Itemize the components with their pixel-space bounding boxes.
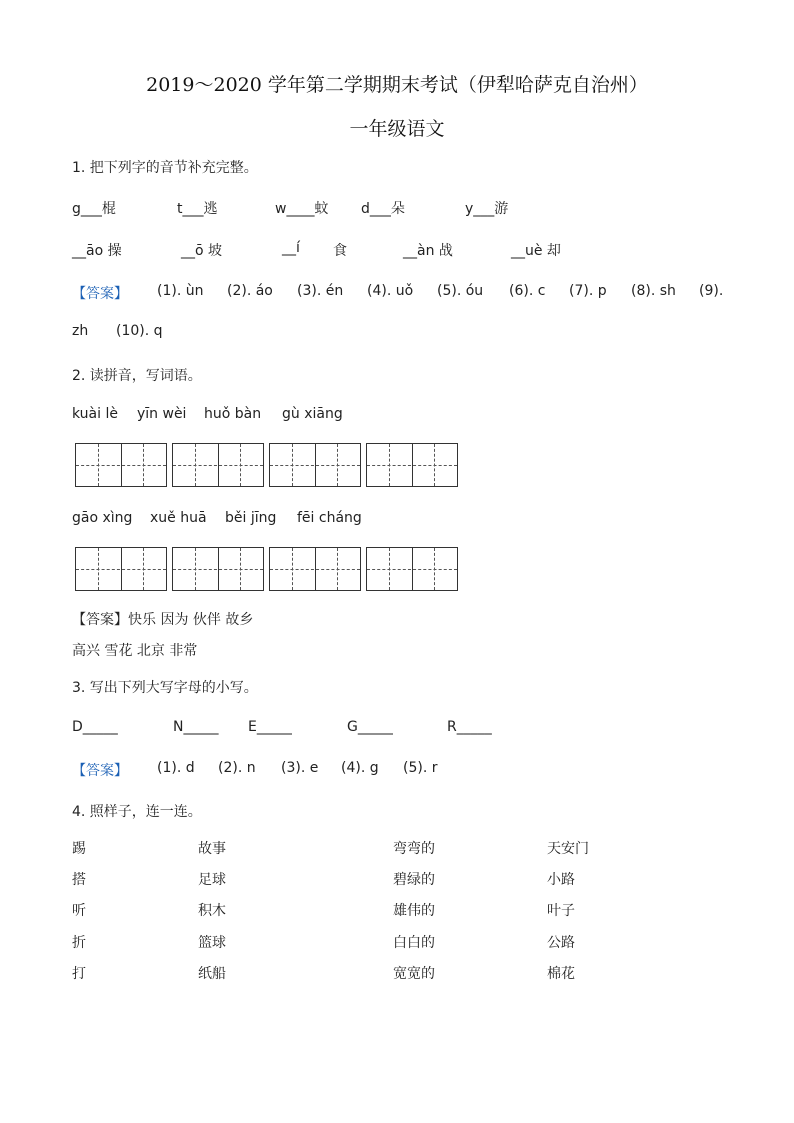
q1-answer: (6). c bbox=[509, 283, 546, 299]
q1-item: __ō 坡 bbox=[181, 243, 223, 259]
q2-pinyin: yīn wèi bbox=[137, 406, 187, 422]
answer-tag: 【答案】 bbox=[72, 763, 128, 779]
q1-answer: zh bbox=[72, 323, 89, 339]
q3-item: G_____ bbox=[347, 719, 393, 735]
q1-answer: (3). én bbox=[297, 283, 344, 299]
writing-box[interactable] bbox=[366, 547, 458, 591]
writing-grid-row-1[interactable] bbox=[75, 443, 460, 487]
q2-pinyin: fēi cháng bbox=[297, 510, 362, 526]
q3-answer: (2). n bbox=[218, 760, 256, 776]
q3-item: R_____ bbox=[447, 719, 492, 735]
q1-item: w____蚊 bbox=[275, 201, 329, 217]
q1-answer: (1). ùn bbox=[157, 283, 204, 299]
q3-prompt: 3. 写出下列大写字母的小写。 bbox=[72, 680, 258, 696]
q1-item: __í bbox=[282, 240, 300, 256]
q1-item: g___棍 bbox=[72, 201, 116, 217]
q1-item: t___逃 bbox=[177, 201, 218, 217]
q4-object[interactable]: 叶子 bbox=[547, 903, 575, 919]
q2-pinyin: xuě huā bbox=[150, 510, 207, 526]
q3-item: E_____ bbox=[248, 719, 292, 735]
writing-grid-row-2[interactable] bbox=[75, 547, 460, 591]
q3-answer: (4). g bbox=[341, 760, 379, 776]
q1-answer: (9). bbox=[699, 283, 724, 299]
q1-answer: (8). sh bbox=[631, 283, 676, 299]
q1-answer: (2). áo bbox=[227, 283, 273, 299]
q4-adjective[interactable]: 宽宽的 bbox=[393, 966, 435, 982]
q3-answer: (3). e bbox=[281, 760, 319, 776]
q4-object[interactable]: 公路 bbox=[547, 935, 575, 951]
writing-box[interactable] bbox=[172, 443, 264, 487]
writing-box[interactable] bbox=[269, 547, 361, 591]
q2-pinyin: gāo xìng bbox=[72, 510, 133, 526]
q4-adjective[interactable]: 弯弯的 bbox=[393, 841, 435, 857]
q4-adjective[interactable]: 白白的 bbox=[393, 935, 435, 951]
q3-item: N_____ bbox=[173, 719, 219, 735]
q1-item: 食 bbox=[333, 243, 347, 259]
q4-adjective[interactable]: 碧绿的 bbox=[393, 872, 435, 888]
writing-box[interactable] bbox=[75, 547, 167, 591]
q1-item: __uè 却 bbox=[511, 243, 561, 259]
q4-object[interactable]: 天安门 bbox=[547, 841, 589, 857]
page-title: 2019～2020 学年第二学期期末考试（伊犁哈萨克自治州） bbox=[146, 74, 648, 96]
writing-box[interactable] bbox=[366, 443, 458, 487]
writing-box[interactable] bbox=[269, 443, 361, 487]
writing-box[interactable] bbox=[75, 443, 167, 487]
q4-verb[interactable]: 踢 bbox=[72, 841, 86, 857]
page-subtitle: 一年级语文 bbox=[349, 118, 445, 140]
q4-prompt: 4. 照样子，连一连。 bbox=[72, 804, 202, 820]
q2-pinyin: gù xiāng bbox=[282, 406, 343, 422]
q4-noun[interactable]: 纸船 bbox=[198, 966, 226, 982]
q2-pinyin: běi jīng bbox=[225, 510, 277, 526]
q4-noun[interactable]: 足球 bbox=[198, 872, 226, 888]
answer-tag: 【答案】 bbox=[72, 286, 128, 302]
q1-answer: (7). p bbox=[569, 283, 607, 299]
q3-answer: (1). d bbox=[157, 760, 195, 776]
q1-answer: (4). uǒ bbox=[367, 283, 414, 299]
q4-noun[interactable]: 故事 bbox=[198, 841, 226, 857]
q4-verb[interactable]: 打 bbox=[72, 966, 86, 982]
q4-object[interactable]: 棉花 bbox=[547, 966, 575, 982]
q1-item: d___朵 bbox=[361, 201, 405, 217]
q1-item: __àn 战 bbox=[403, 243, 453, 259]
q2-pinyin: kuài lè bbox=[72, 406, 118, 422]
writing-box[interactable] bbox=[172, 547, 264, 591]
q2-prompt: 2. 读拼音，写词语。 bbox=[72, 368, 202, 384]
q3-item: D_____ bbox=[72, 719, 118, 735]
q4-noun[interactable]: 积木 bbox=[198, 903, 226, 919]
q1-item: y___游 bbox=[465, 201, 509, 217]
q2-pinyin: huǒ bàn bbox=[204, 406, 262, 422]
q1-answer: (5). óu bbox=[437, 283, 484, 299]
q4-verb[interactable]: 搭 bbox=[72, 872, 86, 888]
q4-adjective[interactable]: 雄伟的 bbox=[393, 903, 435, 919]
q4-verb[interactable]: 听 bbox=[72, 903, 86, 919]
q1-prompt: 1. 把下列字的音节补充完整。 bbox=[72, 160, 258, 176]
q4-noun[interactable]: 篮球 bbox=[198, 935, 226, 951]
q1-item: __āo 操 bbox=[72, 243, 122, 259]
q4-object[interactable]: 小路 bbox=[547, 872, 575, 888]
q2-answer: 【答案】快乐 因为 伙伴 故乡 bbox=[72, 612, 254, 628]
q3-answer: (5). r bbox=[403, 760, 438, 776]
q2-answer: 高兴 雪花 北京 非常 bbox=[72, 643, 198, 659]
q4-verb[interactable]: 折 bbox=[72, 935, 86, 951]
q1-answer: (10). q bbox=[116, 323, 163, 339]
